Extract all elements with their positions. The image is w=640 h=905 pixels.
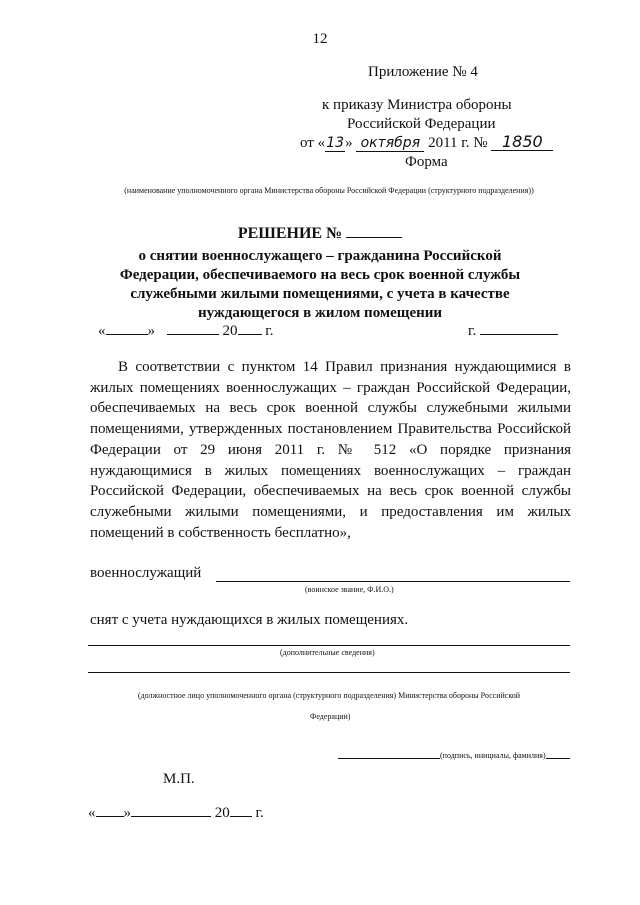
date-day-handwritten: 13: [326, 135, 345, 151]
date-close-quote: »: [147, 323, 155, 339]
page-number: 12: [312, 31, 328, 47]
official-caption: (должностное лицо уполномоченного органа (структурного подразделения) Министерства обороны Российской: [88, 691, 570, 701]
date-day-blank: [106, 334, 148, 335]
bottom-date-day-blank: [96, 816, 124, 817]
date-year: 2011 г. №: [428, 135, 488, 151]
appendix-order-line: к приказу Министра обороны: [322, 97, 512, 113]
bottom-date-year-prefix: 20: [214, 805, 230, 821]
bottom-date-year-blank: [230, 816, 252, 817]
body-paragraph: [90, 357, 571, 543]
bottom-date-open-quote: «: [88, 805, 96, 821]
bottom-date-line: [88, 805, 264, 822]
removed-text: снят с учета нуждающихся в жилых помещениях.: [90, 612, 409, 628]
form-label: Форма: [405, 154, 448, 170]
date-line: [98, 323, 273, 340]
additional-caption: (дополнительные сведения): [280, 648, 375, 657]
decision-title: [0, 225, 640, 243]
additional-line-2: [88, 672, 570, 673]
decision-number-blank: [346, 237, 402, 238]
additional-line: [88, 645, 570, 646]
city-line: [468, 323, 558, 340]
bottom-date-close-quote: »: [123, 805, 131, 821]
seal-label: М.П.: [163, 771, 195, 787]
appendix-date-line: [300, 133, 553, 154]
decision-subtitle: о снятии военнослужащего – гражданина Российской Федерации, обеспечиваемого на весь срок военной службы служебными жилыми помещениями, с учета в качестве нуждающегося в жилом помещении: [119, 248, 521, 321]
date-open-quote: «: [98, 323, 106, 339]
appendix-title: Приложение № 4: [368, 64, 478, 80]
date-month-blank: [167, 334, 219, 335]
appendix-federation-line: Российской Федерации: [347, 116, 496, 132]
city-blank: [480, 334, 558, 335]
date-year-prefix: 20: [222, 323, 238, 339]
body-paragraph-text: В соответствии с пунктом 14 Правил признания нуждающимися в жилых помещениях военнослужащих – граждан Российской Федерации, обеспечиваемых на весь срок военной службы служебными жилыми помещениями, утвержденных постановлением Правительства Российской Федерации от 29 июня 2011 г. № 512 «О порядке признания нуждающимися в жилых помещениях военнослужащих – граждан Российской Федерации, обеспечиваемых на весь срок военной службы служебными жилыми помещениями, и предоставления им жилых помещений в собственность бесплатно»,: [90, 359, 571, 541]
serviceman-label: военнослужащий: [90, 565, 202, 581]
bottom-date-year-suffix: г.: [255, 805, 264, 821]
serviceman-line: [216, 581, 570, 582]
signature-caption: (подпись, инициалы, фамилия): [440, 751, 546, 760]
serviceman-caption: (воинское звание, Ф.И.О.): [305, 585, 394, 594]
date-month-handwritten: октября: [356, 135, 424, 152]
bottom-date-month-blank: [131, 816, 211, 817]
date-prefix: от «: [300, 135, 326, 151]
date-year-suffix: г.: [265, 323, 274, 339]
official-caption-2: Федерации): [310, 712, 351, 721]
date-year-blank: [238, 334, 262, 335]
authority-caption: (наименование уполномоченного органа Министерства обороны Российской Федерации (структурного подразделения)): [88, 186, 570, 196]
date-mid: »: [345, 135, 353, 151]
city-prefix: г.: [468, 323, 477, 339]
decision-title-text: РЕШЕНИЕ №: [237, 225, 343, 242]
order-number-handwritten: 1850: [491, 134, 553, 151]
